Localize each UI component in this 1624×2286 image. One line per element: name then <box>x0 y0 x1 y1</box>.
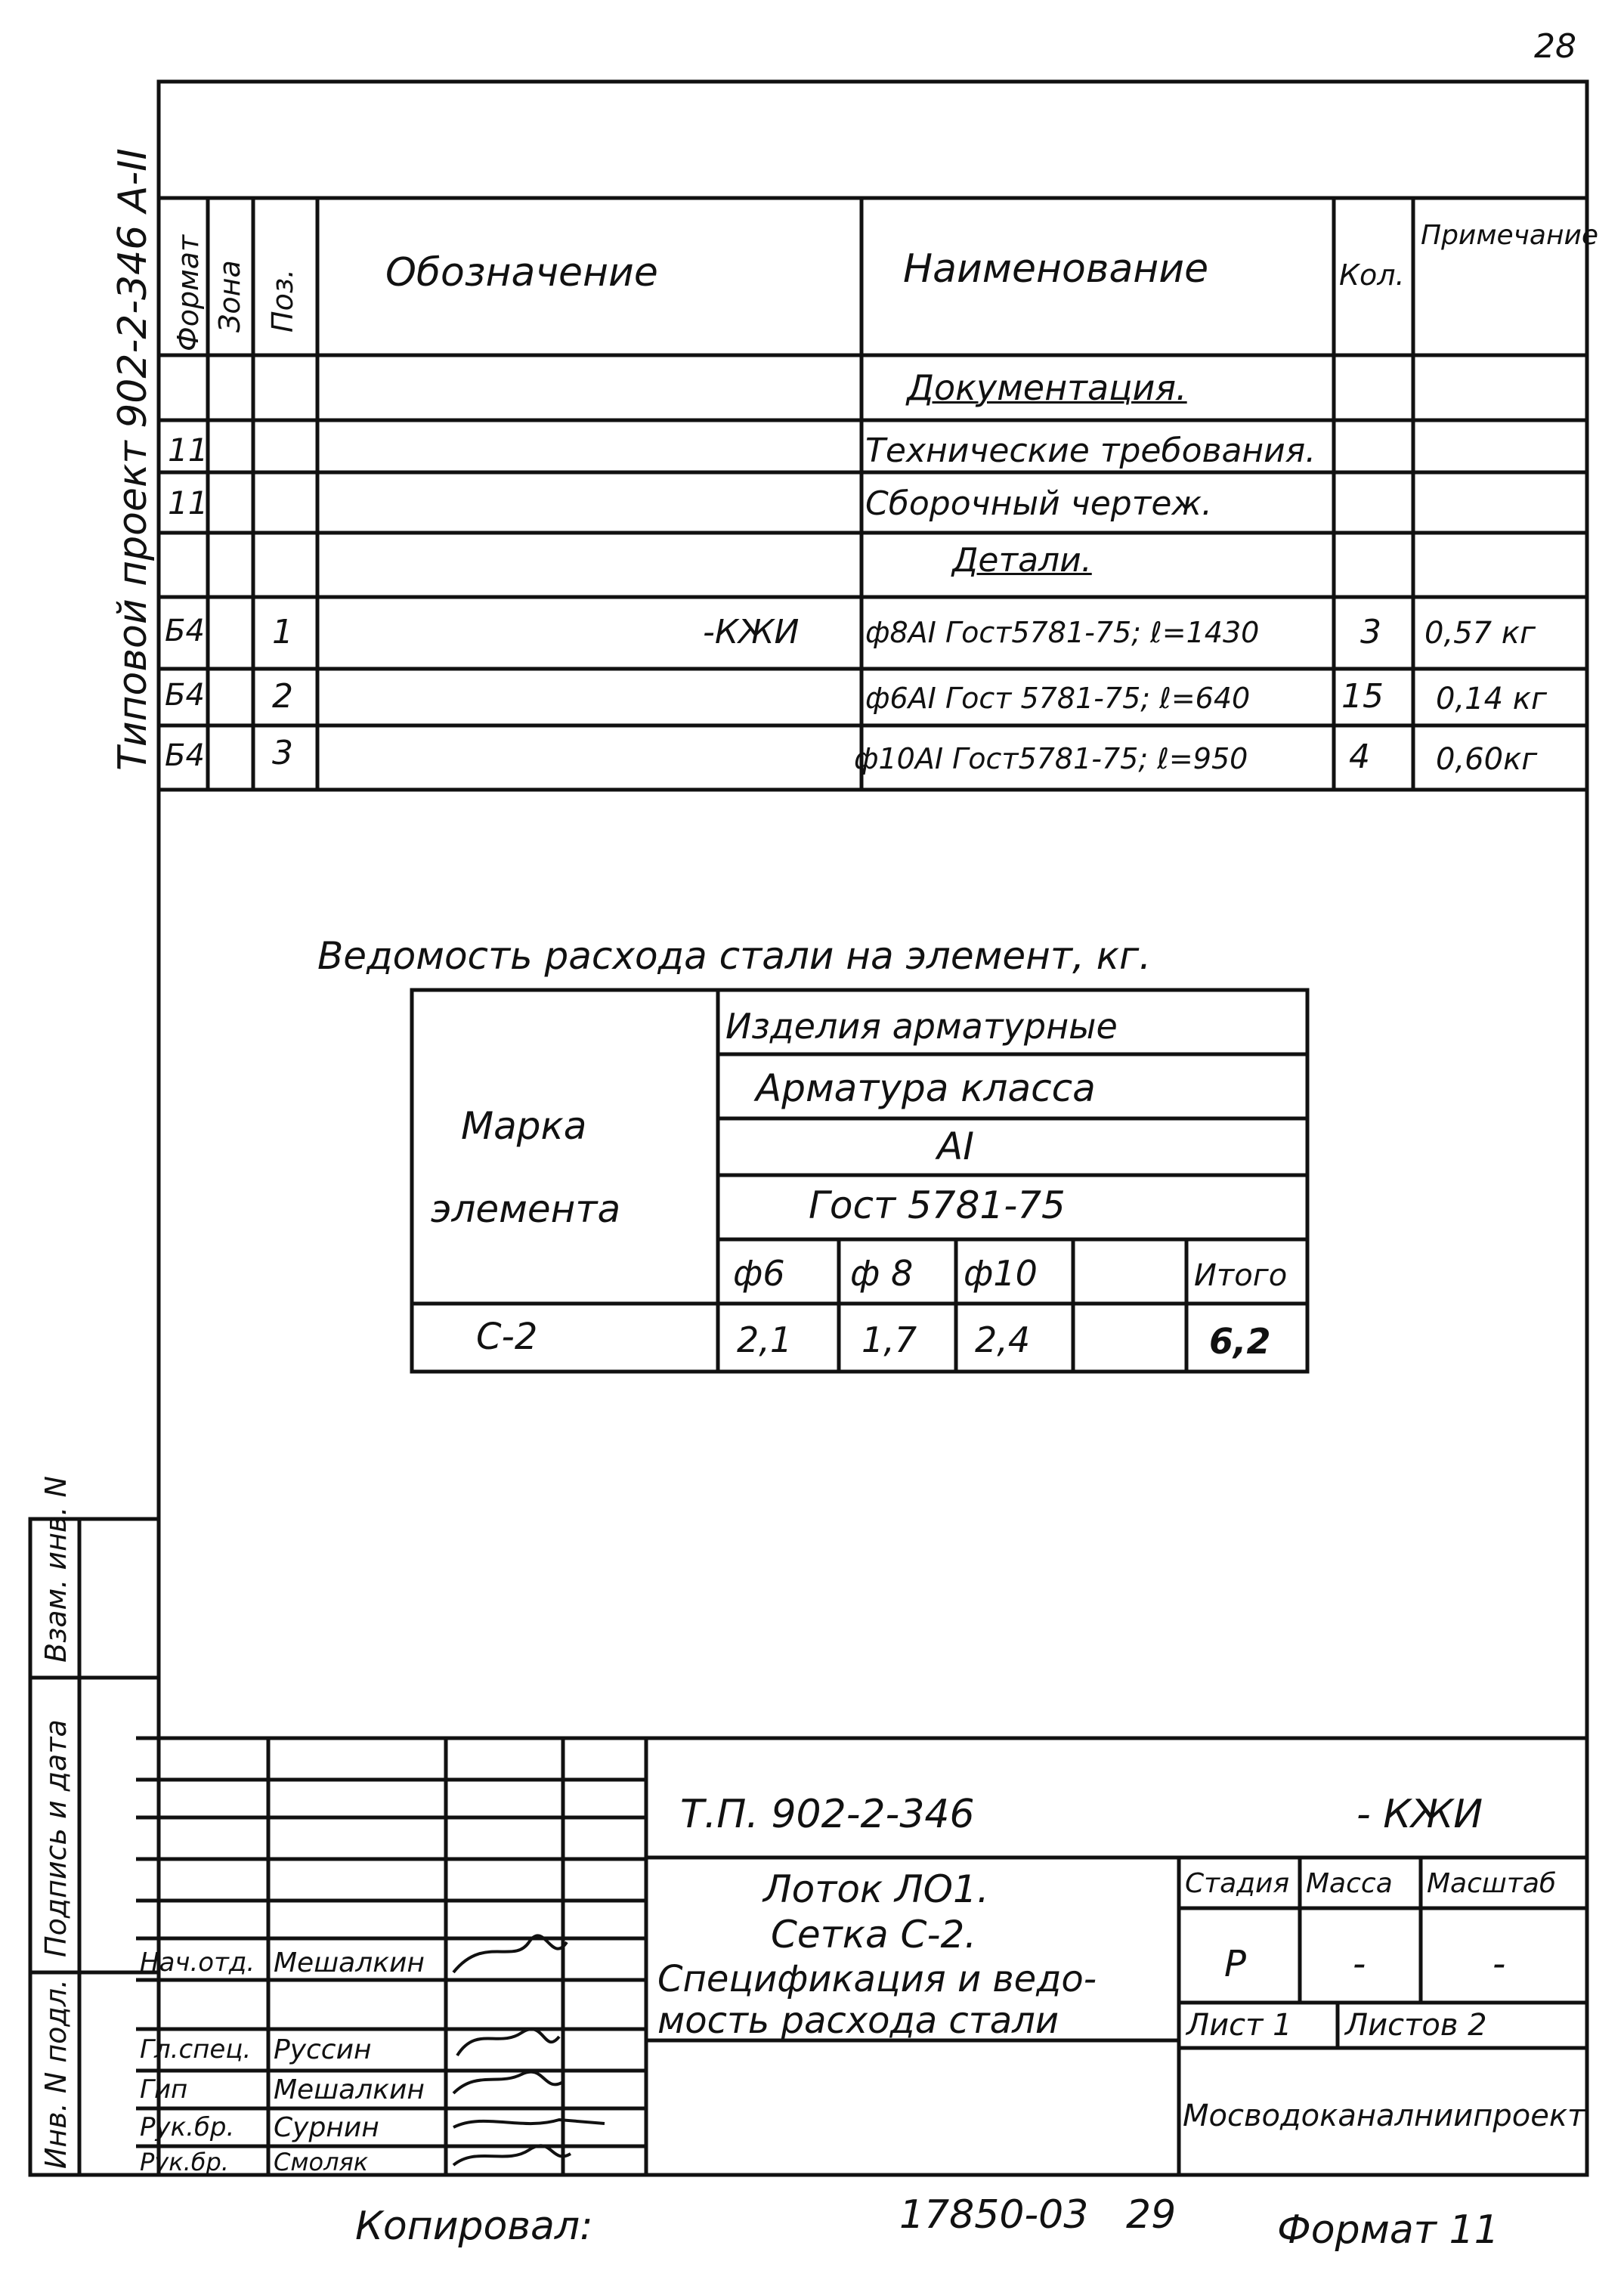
steel-mark-label-2: элемента <box>431 1187 621 1231</box>
steel-mark-label-1: Марка <box>461 1104 587 1148</box>
steel-row-value: 2,4 <box>975 1319 1031 1360</box>
person-role: Нач.отд. <box>140 1947 255 1978</box>
person-name: Мешалкин <box>274 1947 425 1978</box>
header-qty: Кол. <box>1339 258 1405 292</box>
spec-row-pos: 2 <box>272 677 293 716</box>
tb-stage-label: Стадия <box>1185 1868 1290 1899</box>
signature-3 <box>453 2072 563 2093</box>
tb-org: Мосводоканалниипроект <box>1183 2099 1585 2133</box>
spec-row-name: ф6АI Гост 5781-75; ℓ=640 <box>865 682 1251 715</box>
tb-stage-value: Р <box>1224 1943 1246 1985</box>
page-number: 28 <box>1534 27 1576 66</box>
footer-number: 17850-03 <box>899 2192 1089 2238</box>
tb-title-3: Спецификация и ведо- <box>657 1958 1097 2000</box>
steel-row-mark: С-2 <box>476 1316 538 1358</box>
tb-scale-label: Масштаб <box>1427 1868 1557 1899</box>
header-pos: Поз. <box>266 268 299 333</box>
spec-row-note: 0,14 кг <box>1436 682 1547 716</box>
header-note: Примечание <box>1421 220 1599 251</box>
spec-row-name: Детали. <box>952 541 1092 580</box>
person-name: Руссин <box>274 2034 372 2065</box>
header-format: Формат <box>172 234 205 351</box>
signature-1 <box>453 1935 567 1972</box>
spec-row-name: Документация. <box>907 367 1187 408</box>
signature-2 <box>457 2029 559 2056</box>
steel-col-header: ф10 <box>964 1253 1038 1294</box>
spec-row-format: 11 <box>168 484 209 521</box>
tb-scale-value: - <box>1493 1943 1506 1985</box>
signature-4 <box>453 2120 605 2127</box>
tb-suffix: - КЖИ <box>1356 1792 1483 1837</box>
person-role: Гип <box>140 2074 188 2105</box>
steel-col-header: Итого <box>1194 1258 1288 1293</box>
steel-row-value: 2,1 <box>737 1319 793 1360</box>
header-designation: Обозначение <box>385 250 658 295</box>
person-name: Мешалкин <box>274 2074 425 2105</box>
tb-code: Т.П. 902-2-346 <box>680 1792 975 1837</box>
header-zone: Зона <box>213 260 246 333</box>
steel-class-value: АI <box>937 1124 974 1168</box>
side-label-sign-date: Подпись и дата <box>39 1719 73 1957</box>
person-role: Рук.бр. <box>140 2112 235 2142</box>
tb-title-2: Сетка С-2. <box>771 1913 977 1957</box>
side-label-inv-orig: Инв. N подл. <box>39 1978 73 2169</box>
steel-row-total: 6,2 <box>1209 1321 1271 1362</box>
person-role: Рук.бр. <box>140 2148 229 2176</box>
tb-mass-label: Масса <box>1306 1868 1393 1899</box>
footer-format: Формат 11 <box>1277 2207 1499 2253</box>
spec-row-pos: 3 <box>272 734 293 772</box>
steel-table-title: Ведомость расхода стали на элемент, кг. <box>317 934 1152 978</box>
spec-row-format: Б4 <box>165 614 205 648</box>
signature-5 <box>453 2145 571 2165</box>
spec-row-name: Технические требования. <box>865 432 1316 470</box>
person-name: Смоляк <box>274 2148 369 2176</box>
spec-row-qty: 4 <box>1349 738 1370 776</box>
footer-page: 29 <box>1126 2192 1177 2238</box>
person-name: Сурнин <box>274 2112 379 2143</box>
steel-gost: Гост 5781-75 <box>809 1183 1066 1227</box>
header-name: Наименование <box>903 246 1209 292</box>
steel-class-header: Арматура класса <box>756 1066 1096 1110</box>
person-role: Гл.спец. <box>140 2034 252 2065</box>
side-stamp: Типовой проект 902-2-346 А-II <box>110 148 156 771</box>
spec-row-pos: 1 <box>272 613 293 651</box>
tb-title-4: мость расхода стали <box>657 2000 1059 2042</box>
steel-col-header: ф 8 <box>850 1253 914 1294</box>
footer-copied: Копировал: <box>355 2204 593 2249</box>
spec-row-name: Сборочный чертеж. <box>865 484 1213 523</box>
tb-sheets: Листов 2 <box>1345 2008 1487 2043</box>
spec-row-note: 0,60кг <box>1436 742 1538 777</box>
spec-row-name: ф10АI Гост5781-75; ℓ=950 <box>854 742 1248 775</box>
spec-row-format: Б4 <box>165 678 205 713</box>
spec-row-note: 0,57 кг <box>1424 616 1536 651</box>
spec-row-name: ф8АI Гост5781-75; ℓ=1430 <box>865 616 1260 649</box>
steel-row-value: 1,7 <box>861 1319 917 1360</box>
tb-sheet: Лист 1 <box>1186 2008 1292 2043</box>
spec-row-format: 11 <box>168 432 209 469</box>
tb-title-1: Лоток ЛО1. <box>763 1867 989 1911</box>
spec-row-format: Б4 <box>165 738 205 773</box>
spec-row-designation: -КЖИ <box>703 613 800 651</box>
steel-group-header: Изделия арматурные <box>725 1006 1118 1047</box>
side-label-repl-inv: Взам. инв. N <box>39 1476 73 1663</box>
tb-mass-value: - <box>1353 1943 1366 1985</box>
steel-col-header: ф6 <box>733 1253 785 1294</box>
spec-row-qty: 15 <box>1341 677 1384 716</box>
spec-row-qty: 3 <box>1360 613 1381 651</box>
